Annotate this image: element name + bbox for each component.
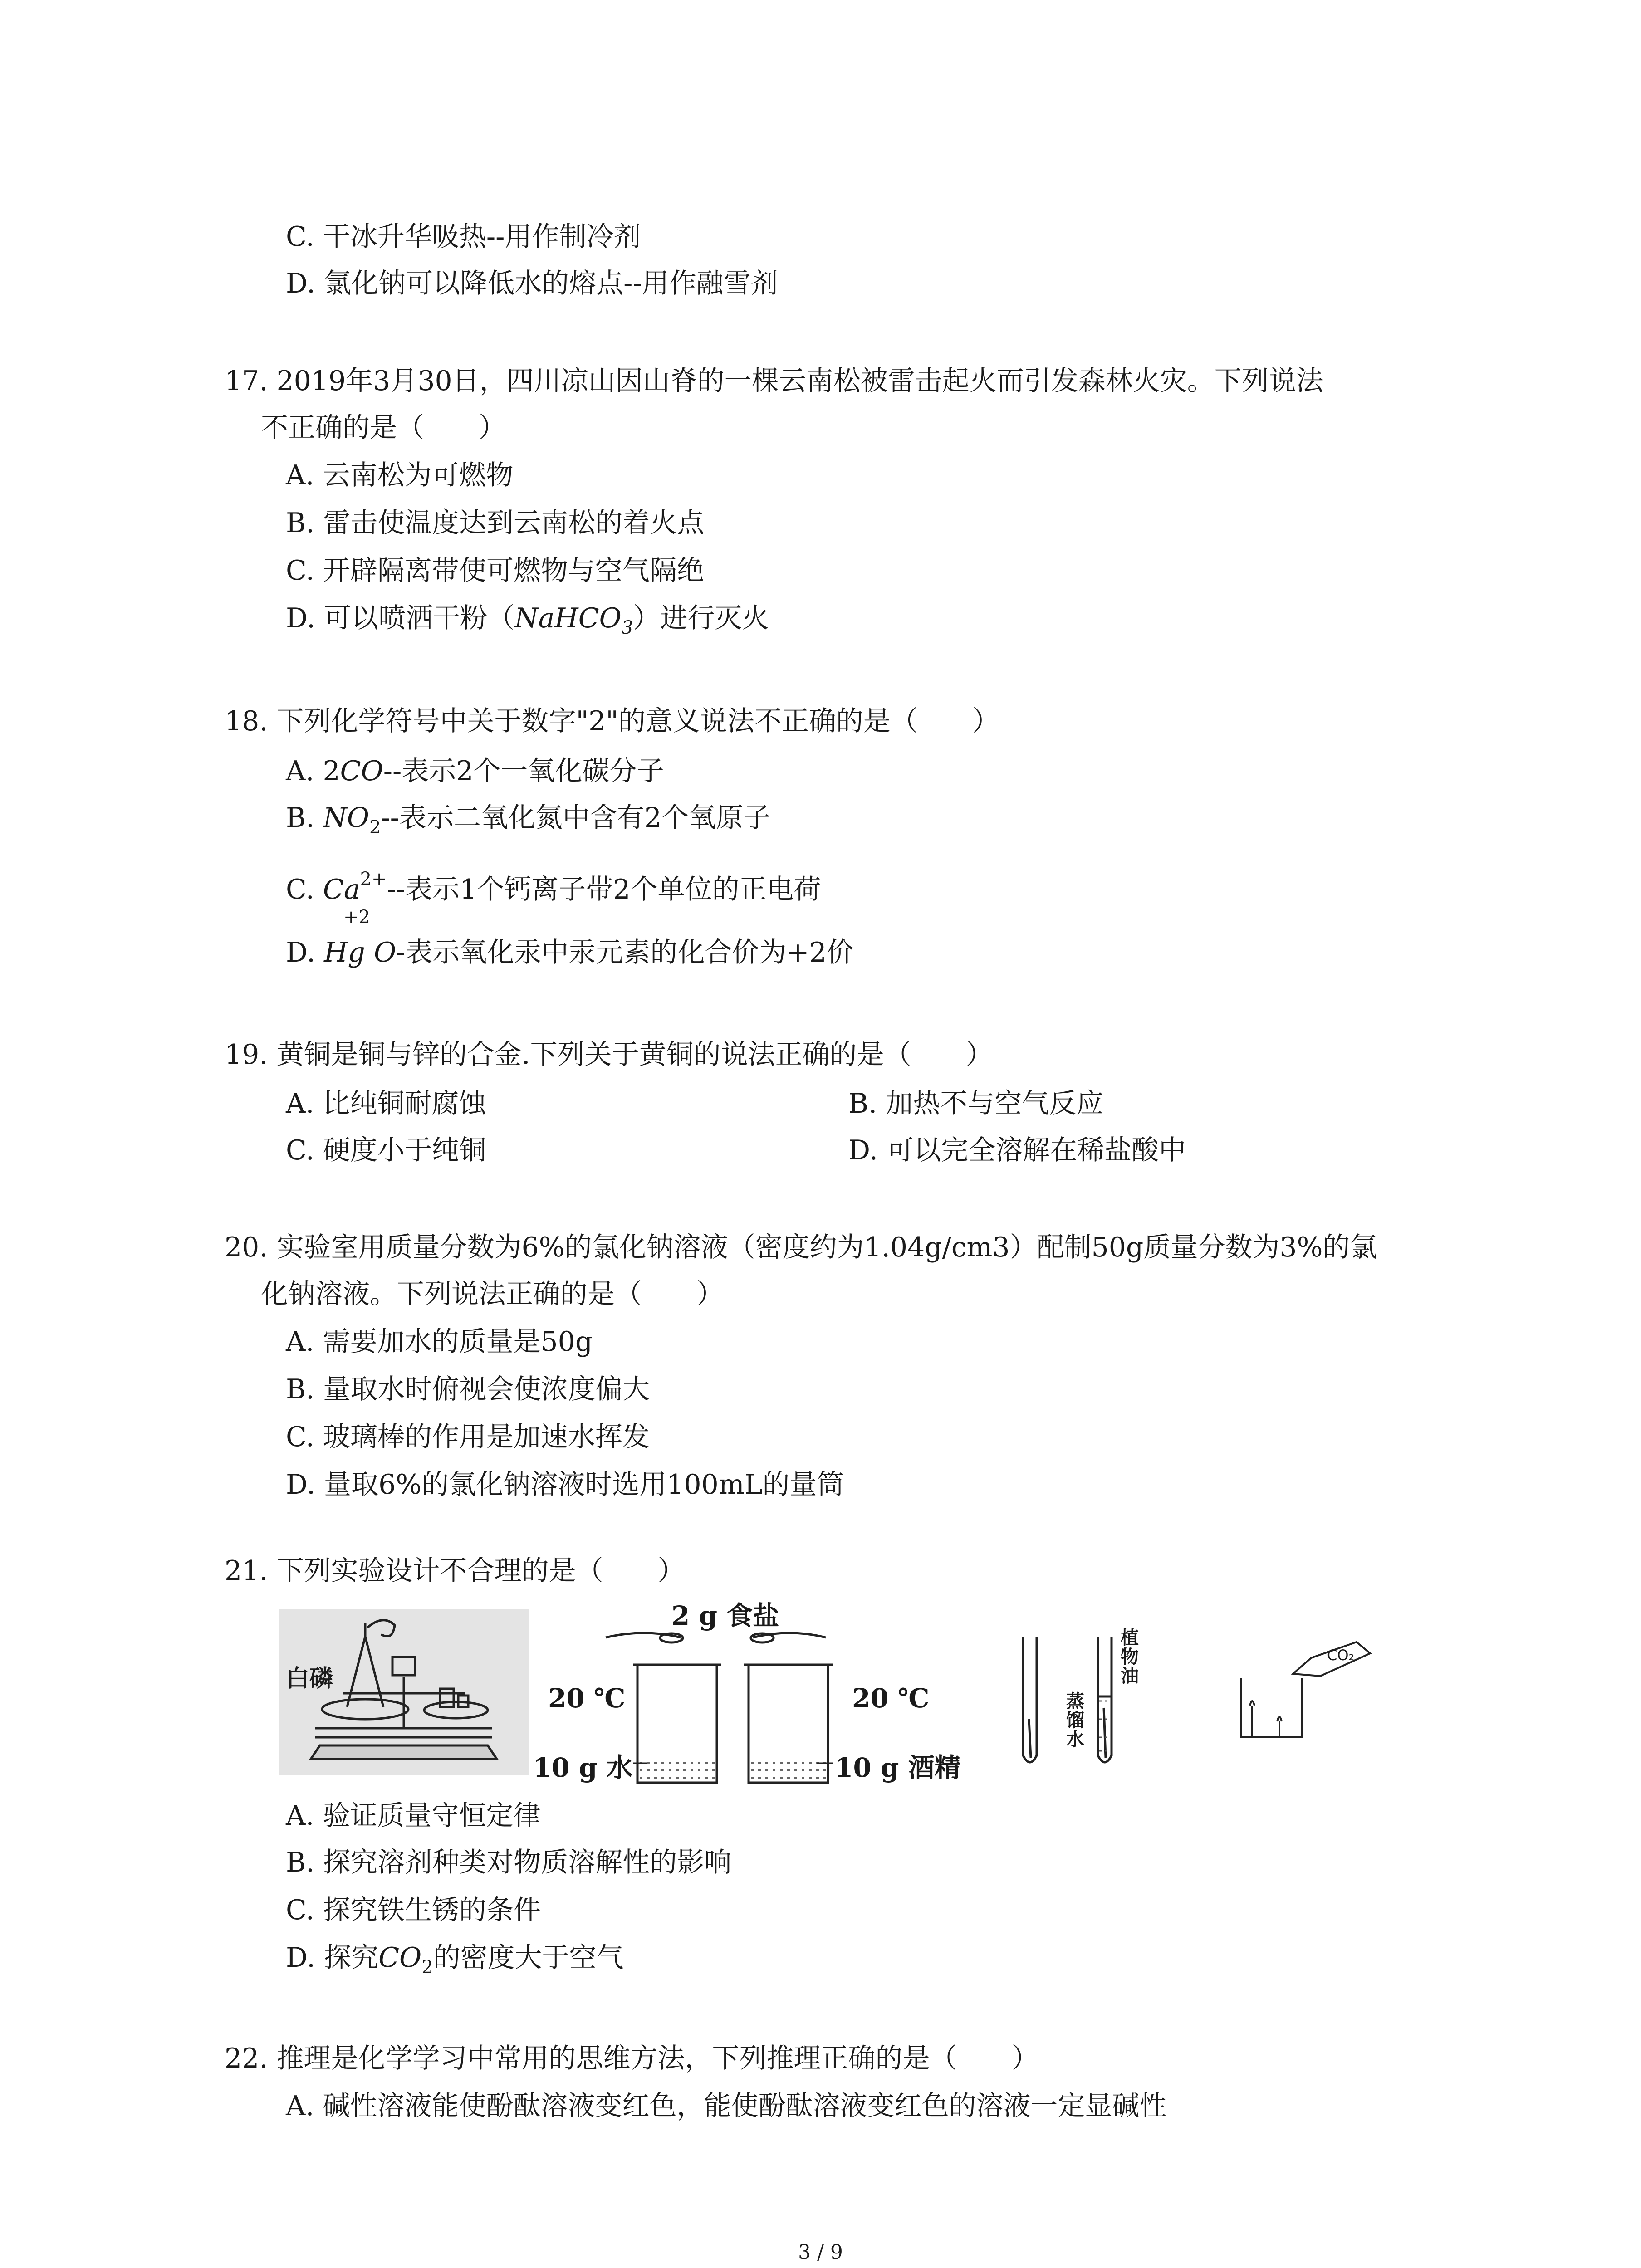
- q21-figure-beakers: [526, 1594, 971, 1794]
- q20-option-c: C. 玻璃棒的作用是加速水挥发: [286, 1421, 650, 1453]
- q21-option-a: A. 验证质量守恒定律: [286, 1800, 541, 1832]
- q22-stem: 22. 推理是化学学习中常用的思维方法，下列推理正确的是（ ）: [225, 2043, 1039, 2074]
- q17-option-b: B. 雷击使温度达到云南松的着火点: [286, 507, 705, 539]
- q19-option-b: B. 加热不与空气反应: [848, 1088, 1104, 1119]
- q20-option-d: D. 量取6%的氯化钠溶液时选用100mL的量筒: [286, 1469, 844, 1501]
- q18-valence-mark: +2: [343, 907, 370, 928]
- q18-option-a: A. 2CO--表示2个一氧化碳分子: [286, 755, 664, 787]
- q17-option-d: D. 可以喷洒干粉（NaHCO$_3$）进行灭火: [286, 602, 769, 638]
- white-phosphorus-label: 白磷: [286, 1665, 333, 1692]
- q17-option-c: C. 开辟隔离带使可燃物与空气隔绝: [286, 555, 704, 587]
- q21-option-d: D. 探究$CO_2$的密度大于空气: [286, 1942, 624, 1978]
- q19-option-d: D. 可以完全溶解在稀盐酸中: [848, 1134, 1186, 1166]
- q20-option-a: A. 需要加水的质量是50g: [286, 1326, 593, 1358]
- q17-stem-line2: 不正确的是（ ）: [261, 412, 506, 444]
- q21-stem: 21. 下列实验设计不合理的是（ ）: [225, 1555, 685, 1587]
- q19-option-a: A. 比纯铜耐腐蚀: [286, 1088, 486, 1119]
- co2-label: CO₂: [1327, 1647, 1355, 1664]
- alcohol-label: 10 g 酒精: [835, 1752, 961, 1783]
- q18-option-b: B. $NO_2--$表示二氧化氮中含有2个氧原子: [286, 802, 771, 838]
- q19-stem: 19. 黄铜是铜与锌的合金.下列关于黄铜的说法正确的是（ ）: [225, 1039, 993, 1070]
- water-label: 10 g 水: [533, 1752, 633, 1783]
- q21-figure-co2-candles: [1234, 1633, 1384, 1742]
- q21-figure-test-tubes: [1012, 1628, 1175, 1778]
- salt-label: 2 g 食盐: [671, 1600, 779, 1631]
- page-number: 3 / 9: [798, 2241, 843, 2264]
- q18-stem: 18. 下列化学符号中关于数字"2"的意义说法不正确的是（ ）: [225, 705, 999, 737]
- q18-option-d: D. Hg O-表示氧化汞中汞元素的化合价为+2价: [286, 937, 854, 968]
- temp-right-label: 20 ℃: [852, 1683, 930, 1714]
- oil-label: 植物油: [1121, 1627, 1139, 1686]
- q17-option-a: A. 云南松为可燃物: [286, 459, 514, 491]
- q21-option-b: B. 探究溶剂种类对物质溶解性的影响: [286, 1847, 732, 1878]
- q20-option-b: B. 量取水时俯视会使浓度偏大: [286, 1374, 650, 1405]
- q21-option-c: C. 探究铁生锈的条件: [286, 1894, 541, 1926]
- q17-stem-line1: 17. 2019年3月30日，四川凉山因山脊的一棵云南松被雷击起火而引发森林火灾。下列说法: [225, 365, 1323, 397]
- q20-stem-line2: 化钠溶液。下列说法正确的是（ ）: [261, 1278, 724, 1310]
- temp-left-label: 20 ℃: [548, 1683, 626, 1714]
- q20-stem-line1: 20. 实验室用质量分数为6%的氯化钠溶液（密度约为1.04g/cm3）配制50g质量分数为3%的氯: [225, 1232, 1377, 1263]
- q18-option-c: C. $Ca^{2+}--$表示1个钙离子带2个单位的正电荷: [286, 869, 821, 905]
- q16-option-c: C. 干冰升华吸热--用作制冷剂: [286, 221, 641, 253]
- q19-option-c: C. 硬度小于纯铜: [286, 1134, 486, 1166]
- distilled-water-label: 蒸馏水: [1066, 1691, 1084, 1750]
- q21-figure-balance: [279, 1609, 529, 1775]
- q16-option-d: D. 氯化钠可以降低水的熔点--用作融雪剂: [286, 268, 778, 299]
- q22-option-a: A. 碱性溶液能使酚酞溶液变红色，能使酚酞溶液变红色的溶液一定显碱性: [286, 2090, 1167, 2122]
